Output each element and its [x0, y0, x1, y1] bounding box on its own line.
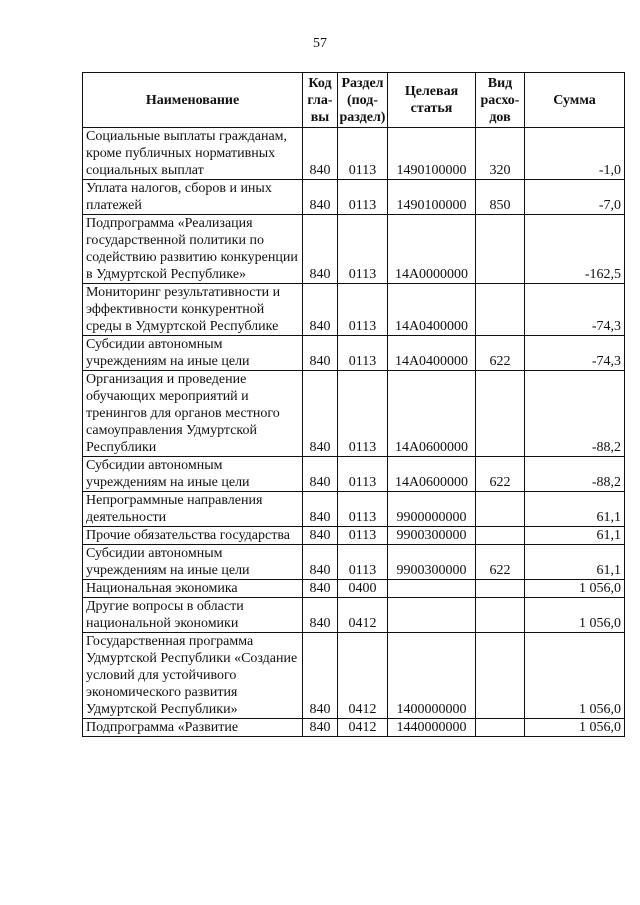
row-code-cell: 840	[303, 371, 338, 457]
row-section-cell: 0412	[338, 719, 388, 737]
table-row	[83, 598, 625, 633]
table-row	[83, 336, 625, 371]
table-row	[83, 371, 625, 457]
row-section-cell: 0113	[338, 457, 388, 492]
header-code: Код гла-вы	[303, 73, 338, 128]
row-code-cell: 840	[303, 284, 338, 336]
table-row	[83, 527, 625, 545]
row-sum-cell: -162,5	[525, 215, 625, 284]
row-section-cell: 0412	[338, 598, 388, 633]
row-type-cell	[476, 492, 525, 527]
table-row	[83, 180, 625, 215]
row-sum-cell: 1 056,0	[525, 633, 625, 719]
row-target-cell: 9900300000	[388, 545, 476, 580]
row-type-cell	[476, 598, 525, 633]
row-sum-cell: 1 056,0	[525, 580, 625, 598]
row-sum-cell: 61,1	[525, 492, 625, 527]
row-name-cell: Мониторинг результативности и эффективности конкурентной среды в Удмуртской Республике	[83, 284, 303, 336]
row-name-cell: Подпрограмма «Развитие	[83, 719, 303, 737]
row-type-cell: 850	[476, 180, 525, 215]
row-target-cell: 14А0000000	[388, 215, 476, 284]
row-sum-cell: -1,0	[525, 128, 625, 180]
row-code-cell: 840	[303, 545, 338, 580]
row-name-cell: Социальные выплаты гражданам, кроме публичных нормативных социальных выплат	[83, 128, 303, 180]
row-name-cell: Субсидии автономным учреждениям на иные цели	[83, 457, 303, 492]
row-target-cell	[388, 598, 476, 633]
row-code-cell: 840	[303, 128, 338, 180]
row-section-cell: 0113	[338, 545, 388, 580]
row-type-cell	[476, 719, 525, 737]
row-type-cell: 320	[476, 128, 525, 180]
table-header-row	[83, 73, 625, 128]
row-sum-cell: -88,2	[525, 457, 625, 492]
row-name-cell: Уплата налогов, сборов и иных платежей	[83, 180, 303, 215]
row-section-cell: 0113	[338, 492, 388, 527]
row-target-cell: 9900000000	[388, 492, 476, 527]
row-name-cell: Подпрограмма «Реализация государственной политики по содействию развитию конкуренции в Удмуртской Республике»	[83, 215, 303, 284]
row-code-cell: 840	[303, 492, 338, 527]
row-name-cell: Субсидии автономным учреждениям на иные цели	[83, 545, 303, 580]
row-target-cell: 1400000000	[388, 633, 476, 719]
row-name-cell: Непрограммные направления деятельности	[83, 492, 303, 527]
row-section-cell: 0412	[338, 633, 388, 719]
row-target-cell: 9900300000	[388, 527, 476, 545]
row-target-cell: 1440000000	[388, 719, 476, 737]
row-sum-cell: -74,3	[525, 284, 625, 336]
row-sum-cell: -74,3	[525, 336, 625, 371]
row-code-cell: 840	[303, 527, 338, 545]
row-section-cell: 0113	[338, 128, 388, 180]
row-target-cell: 14А0600000	[388, 457, 476, 492]
row-type-cell: 622	[476, 457, 525, 492]
page-number: 57	[313, 36, 327, 51]
row-type-cell	[476, 580, 525, 598]
row-code-cell: 840	[303, 180, 338, 215]
row-sum-cell: 1 056,0	[525, 719, 625, 737]
table-row	[83, 128, 625, 180]
row-type-cell	[476, 633, 525, 719]
row-sum-cell: 61,1	[525, 545, 625, 580]
row-sum-cell: -7,0	[525, 180, 625, 215]
row-target-cell: 14А0400000	[388, 284, 476, 336]
table-row	[83, 492, 625, 527]
header-sum: Сумма	[525, 73, 625, 128]
row-name-cell: Другие вопросы в области национальной экономики	[83, 598, 303, 633]
row-sum-cell: 1 056,0	[525, 598, 625, 633]
row-type-cell: 622	[476, 336, 525, 371]
row-code-cell: 840	[303, 598, 338, 633]
row-sum-cell: 61,1	[525, 527, 625, 545]
row-section-cell: 0113	[338, 336, 388, 371]
table-row	[83, 719, 625, 737]
header-section: Раздел (под-раздел)	[338, 73, 388, 128]
row-target-cell: 1490100000	[388, 128, 476, 180]
row-target-cell: 14А0600000	[388, 371, 476, 457]
header-name: Наименование	[83, 73, 303, 128]
row-section-cell: 0113	[338, 284, 388, 336]
row-name-cell: Прочие обязательства государства	[83, 527, 303, 545]
row-code-cell: 840	[303, 215, 338, 284]
row-section-cell: 0113	[338, 180, 388, 215]
row-type-cell	[476, 215, 525, 284]
row-target-cell: 14А0400000	[388, 336, 476, 371]
header-type: Вид расхо-дов	[476, 73, 525, 128]
table-row	[83, 633, 625, 719]
row-target-cell: 1490100000	[388, 180, 476, 215]
table-row	[83, 545, 625, 580]
table-row	[83, 284, 625, 336]
row-target-cell	[388, 580, 476, 598]
table-row	[83, 215, 625, 284]
header-target: Целевая статья	[388, 73, 476, 128]
table-row	[83, 580, 625, 598]
row-type-cell: 622	[476, 545, 525, 580]
row-name-cell: Организация и проведение обучающих мероприятий и тренингов для органов местного самоуправления Удмуртской Республики	[83, 371, 303, 457]
row-type-cell	[476, 284, 525, 336]
row-code-cell: 840	[303, 719, 338, 737]
row-name-cell: Субсидии автономным учреждениям на иные цели	[83, 336, 303, 371]
row-section-cell: 0400	[338, 580, 388, 598]
row-section-cell: 0113	[338, 371, 388, 457]
row-type-cell	[476, 527, 525, 545]
row-type-cell	[476, 371, 525, 457]
table-row	[83, 457, 625, 492]
budget-table	[82, 72, 625, 737]
row-name-cell: Национальная экономика	[83, 580, 303, 598]
row-section-cell: 0113	[338, 215, 388, 284]
row-code-cell: 840	[303, 457, 338, 492]
row-sum-cell: -88,2	[525, 371, 625, 457]
row-section-cell: 0113	[338, 527, 388, 545]
row-code-cell: 840	[303, 580, 338, 598]
row-code-cell: 840	[303, 336, 338, 371]
row-name-cell: Государственная программа Удмуртской Республики «Создание условий для устойчивого экономического развития Удмуртской Республики»	[83, 633, 303, 719]
row-code-cell: 840	[303, 633, 338, 719]
